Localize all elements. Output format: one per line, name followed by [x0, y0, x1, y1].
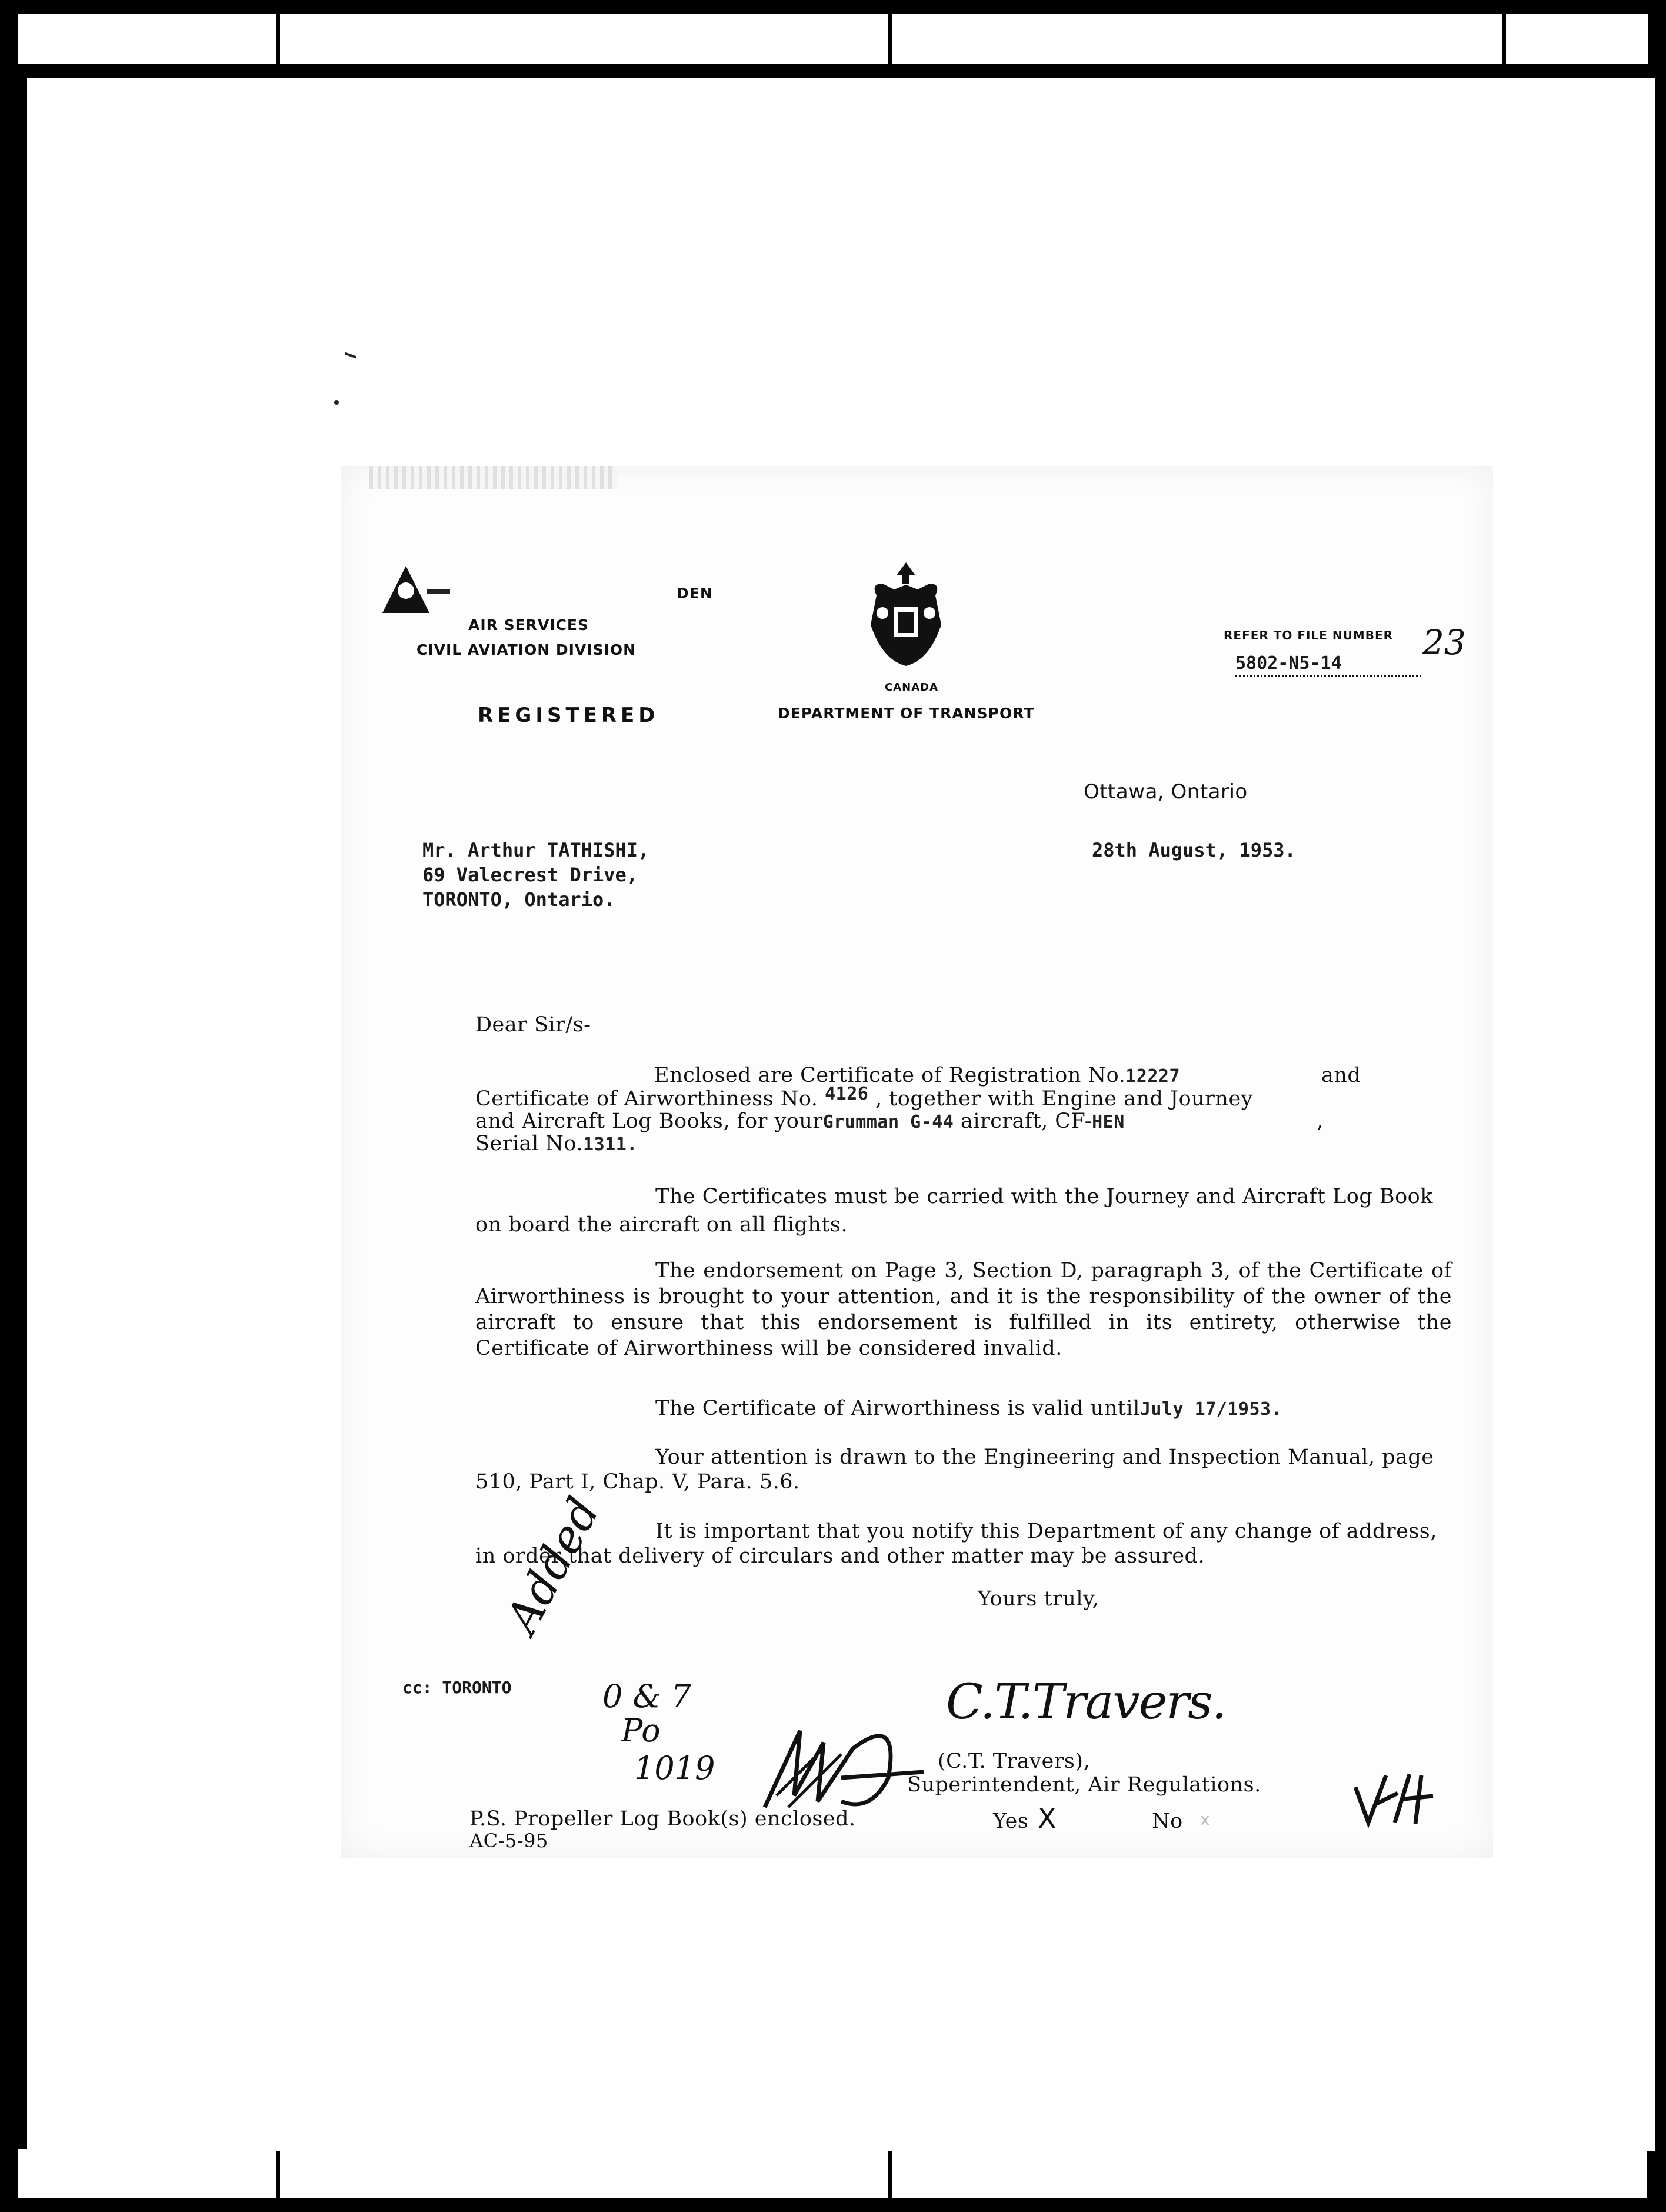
no-mark: x	[1200, 1810, 1210, 1829]
file-number-rule	[1235, 675, 1421, 677]
handwritten-note-3: Po	[621, 1712, 661, 1749]
initials-scribble-icon	[753, 1707, 929, 1819]
para1-line4: Serial No.1311.	[475, 1132, 638, 1155]
letter-date: 28th August, 1953.	[1092, 839, 1296, 861]
refer-label: REFER TO FILE NUMBER	[1224, 628, 1394, 642]
film-strip-top	[8, 8, 1658, 69]
para1-line2: Certificate of Airworthiness No. 4126 , together with Engine and Journey	[475, 1084, 1253, 1111]
scan-mark	[334, 400, 339, 405]
handwritten-note-2: 0 & 7	[602, 1678, 692, 1715]
place: Ottawa, Ontario	[1084, 780, 1248, 804]
para3: The endorsement on Page 3, Section D, paragraph 3, of the Certificate of Airworthiness is brought to your attention, and it is the responsibility of the owner of the aircraft to ensure that this endorsement is fulfilled in its entirety, otherwise the Certificate of Airworthiness will be considered invalid.	[475, 1259, 1452, 1360]
letterhead-air-services: AIR SERVICES	[468, 617, 589, 634]
closing: Yours truly,	[978, 1587, 1099, 1611]
file-number: 5802-N5-14	[1235, 653, 1342, 674]
para5: Your attention is drawn to the Engineering and Inspection Manual, page 510, Part I, Chap. V, Para. 5.6.	[475, 1445, 1434, 1494]
canada-crest-icon	[859, 560, 953, 672]
para1-comma: ,	[1317, 1110, 1324, 1133]
aircraft-registration-mark: HEN	[1092, 1112, 1125, 1132]
signatory-name: (C.T. Travers),	[938, 1750, 1091, 1773]
registered-label: REGISTERED	[478, 704, 659, 727]
scan-sheet	[27, 78, 1655, 2151]
para1-line3: and Aircraft Log Books, for yourGrumman G-44 aircraft, CF-HEN	[475, 1110, 1125, 1133]
recipient-line-3: TORONTO, Ontario.	[422, 888, 615, 911]
corner-mark: DEN	[677, 585, 713, 602]
postscript: P.S. Propeller Log Book(s) enclosed.	[469, 1807, 856, 1831]
airworthiness-number: 4126	[825, 1084, 869, 1104]
no-label: No	[1152, 1810, 1183, 1833]
letterhead-civil-aviation: CIVIL AVIATION DIVISION	[416, 641, 637, 658]
initials-text	[1357, 1828, 1358, 1829]
scan-frame	[8, 8, 1658, 2204]
letter-page	[341, 466, 1493, 1858]
handwritten-initials-kh-icon	[1351, 1770, 1439, 1828]
handwritten-note-4: 1019	[634, 1750, 715, 1787]
para2: The Certificates must be carried with the Journey and Aircraft Log Book on board the aircraft on all flights.	[475, 1185, 1433, 1237]
department-name: DEPARTMENT OF TRANSPORT	[778, 705, 1035, 722]
para1-line1: Enclosed are Certificate of Registration No.12227	[654, 1064, 1181, 1087]
air-services-logo-icon	[371, 554, 453, 619]
registration-number: 12227	[1125, 1066, 1181, 1087]
signature: C.T.Travers.	[946, 1674, 1226, 1730]
scan-mark	[345, 352, 356, 359]
para4: The Certificate of Airworthiness is valid untilJuly 17/1953.	[655, 1397, 1282, 1420]
crest-caption: CANADA	[885, 681, 939, 694]
recipient-line-2: 69 Valecrest Drive,	[422, 864, 638, 886]
yes-label: Yes	[993, 1810, 1029, 1833]
aircraft-model: Grumman G-44	[822, 1112, 954, 1132]
serial-number: 1311.	[583, 1134, 638, 1155]
handwritten-added: Added	[495, 1488, 609, 1641]
form-number: AC-5-95	[469, 1830, 548, 1852]
para6: It is important that you notify this Department of any change of address, in order that delivery of circulars and other matter may be assured.	[475, 1520, 1437, 1568]
signatory-title: Superintendent, Air Regulations.	[907, 1773, 1261, 1797]
para1-and: and	[1321, 1064, 1361, 1087]
recipient-line-1: Mr. Arthur TATHISHI,	[422, 839, 649, 861]
scan-smudge	[369, 466, 617, 489]
valid-until-date: July 17/1953.	[1139, 1399, 1282, 1420]
cc-line: cc: TORONTO	[402, 1678, 512, 1697]
yes-mark: X	[1038, 1803, 1057, 1834]
salutation: Dear Sir/s-	[475, 1013, 591, 1037]
film-strip-bottom	[8, 2143, 1658, 2204]
handwritten-page-number: 23	[1422, 622, 1466, 662]
